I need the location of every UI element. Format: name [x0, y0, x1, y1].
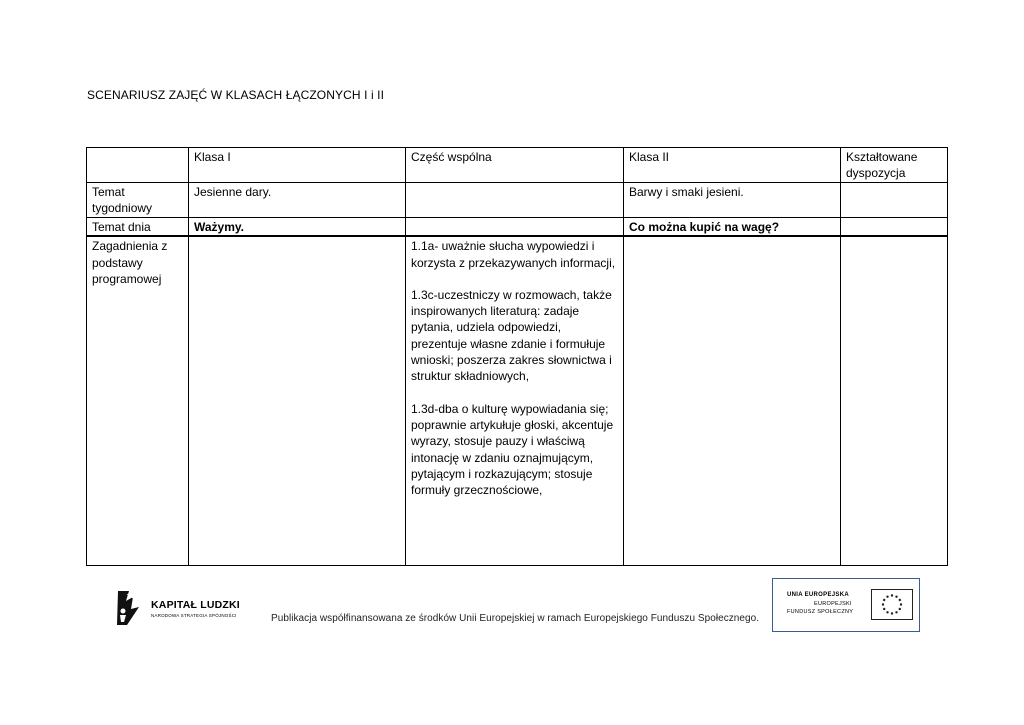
eu-logo-line-3: FUNDUSZ SPOŁECZNY: [787, 609, 854, 615]
row-label-weekly-topic: Temat tygodniowy: [87, 183, 189, 218]
daily-topic-klasa-2: Co można kupić na wagę?: [624, 218, 841, 237]
weekly-topic-dyspozycja: [841, 183, 948, 218]
core-curriculum-dyspozycja: [841, 236, 948, 566]
weekly-topic-klasa-2: Barwy i smaki jesieni.: [624, 183, 841, 218]
curriculum-item-1-1a: 1.1a- uważnie słucha wypowiedzi i korzysta z przekazywanych informacji,: [411, 239, 616, 270]
eu-star-icon: [900, 603, 902, 605]
eu-fund-logo: [772, 578, 920, 632]
curriculum-item-1-3c: 1.3c-uczestniczy w rozmowach, także inspirowanych literaturą: zadaje pytania, udziela odpowiedzi, prezentuje własne zdanie i formułuje wnioski; poszerza zakres słownictwa i struktur składniowych,: [411, 287, 612, 384]
eu-logo-line-2: EUROPEJSKI: [814, 601, 852, 607]
eu-star-icon: [895, 596, 897, 598]
core-curriculum-klasa-2: [624, 236, 841, 566]
eu-flag-icon: [871, 589, 913, 620]
funding-note: Publikacja współfinansowana ze środków Unii Europejskiej w ramach Europejskiego Funduszu Społecznego.: [271, 613, 760, 624]
eu-star-icon: [895, 611, 897, 613]
eu-star-icon: [883, 599, 885, 601]
row-label-daily-topic: Temat dnia: [87, 218, 189, 237]
daily-topic-klasa-1: Ważymy.: [189, 218, 406, 237]
table-row-daily-topic: [87, 218, 948, 237]
header-cell-klasa-1: Klasa I: [189, 148, 406, 183]
weekly-topic-wspolna: [406, 183, 624, 218]
header-cell-dyspozycje: Kształtowane dyspozycja: [841, 148, 948, 183]
eu-star-icon: [899, 599, 901, 601]
weekly-topic-klasa-1: Jesienne dary.: [189, 183, 406, 218]
core-curriculum-klasa-1: [189, 236, 406, 566]
lesson-plan-table: [86, 147, 948, 566]
kapital-ludzki-logo: [115, 589, 245, 629]
kapital-ludzki-subtitle: NARODOWA STRATEGIA SPÓJNOŚCI: [151, 613, 237, 618]
header-cell-klasa-2: Klasa II: [624, 148, 841, 183]
eu-star-icon: [899, 608, 901, 610]
kapital-ludzki-emblem-icon: [115, 589, 143, 627]
eu-star-icon: [883, 608, 885, 610]
core-curriculum-wspolna: [406, 236, 624, 566]
table-row-core-curriculum: [87, 236, 948, 566]
row-label-core-curriculum: Zagadnienia z podstawy programowej: [87, 236, 189, 566]
page-title: SCENARIUSZ ZAJĘĆ W KLASACH ŁĄCZONYCH I i II: [87, 88, 385, 102]
table-header-row: [87, 148, 948, 183]
header-cell-empty: [87, 148, 189, 183]
eu-logo-line-1: UNIA EUROPEJSKA: [787, 592, 849, 598]
daily-topic-dyspozycja: [841, 218, 948, 237]
curriculum-item-1-3d: 1.3d-dba o kulturę wypowiadania się; poprawnie artykułuje głoski, akcentuje wyrazy, stosuje pauzy i właściwą intonację w zdaniu oznajmującym, pytającym i rozkazującym; stosuje formuły grzecznościowe,: [411, 401, 614, 498]
eu-star-icon: [882, 603, 884, 605]
eu-star-icon: [891, 612, 893, 614]
eu-star-icon: [886, 596, 888, 598]
eu-star-icon: [886, 611, 888, 613]
daily-topic-wspolna: [406, 218, 624, 237]
kapital-ludzki-name: KAPITAŁ LUDZKI: [151, 599, 240, 611]
table-row-weekly-topic: [87, 183, 948, 218]
header-cell-czesc-wspolna: Część wspólna: [406, 148, 624, 183]
eu-star-icon: [891, 594, 893, 596]
